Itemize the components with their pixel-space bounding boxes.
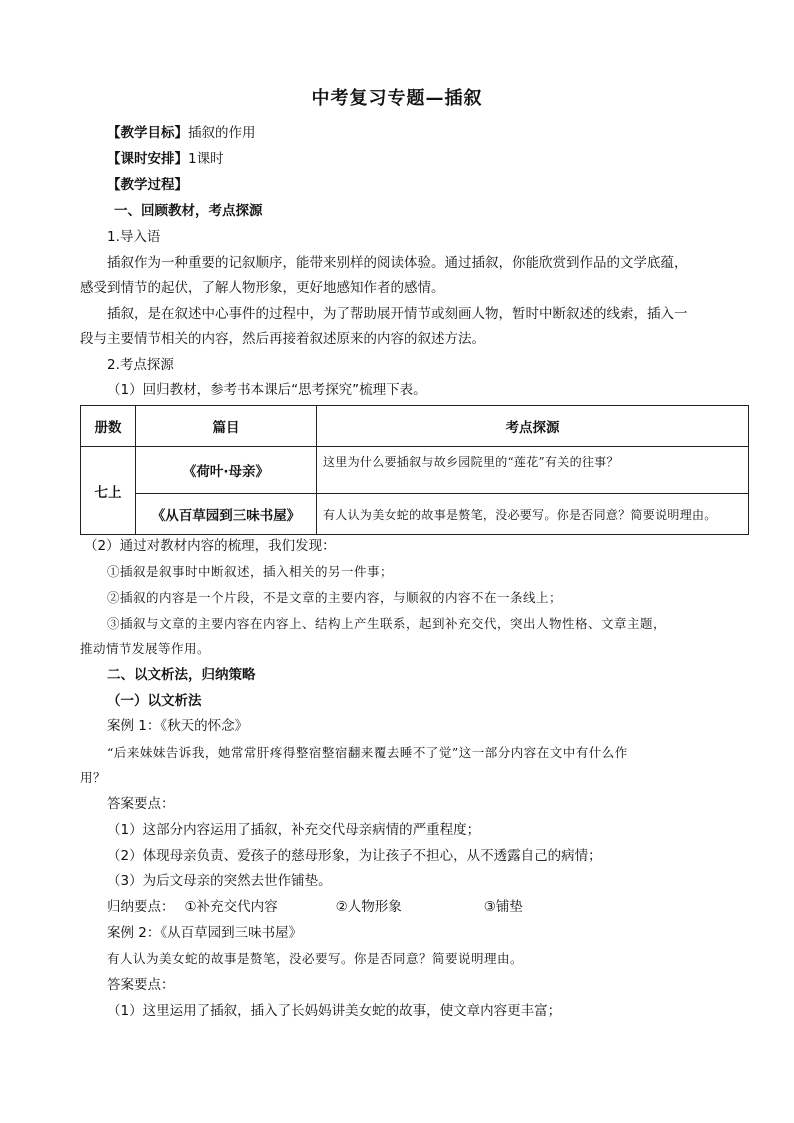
intro-paragraph-line2: 感受到情节的起伏，了解人物形象，更好地感知作者的感情。 — [80, 280, 445, 296]
section2-sub: （一）以文析法 — [107, 693, 202, 709]
finding-3-line1: ③插叙与文章的主要内容在内容上、结构上产生联系，起到补充交代，突出人物性格、文章主题， — [107, 616, 667, 631]
teaching-goal — [107, 125, 256, 141]
goal-label: 【教学目标】 — [107, 125, 188, 141]
table-row — [81, 494, 749, 535]
exam-point-cell: 这里为什么要插叙与故乡园院里的“莲花”有关的往事？ — [317, 447, 749, 494]
finding-1: ①插叙是叙事时中断叙述，插入相关的另一件事； — [107, 564, 394, 579]
finding-3-line2: 推动情节发展等作用。 — [80, 641, 211, 656]
findings-intro: （2）通过对教材内容的梳理，我们发现： — [84, 538, 336, 554]
hours-label: 【课时安排】 — [107, 151, 188, 167]
header-title: 篇目 — [136, 406, 317, 447]
task-instruction: （1）回归教材，参考书本课后“思考探究”梳理下表。 — [107, 382, 427, 398]
summary-line — [107, 899, 523, 915]
definition-paragraph-line1: 插叙，是在叙述中心事件的过程中，为了帮助展开情节或刻画人物，暂时中断叙述的线索，插入一 — [107, 306, 688, 322]
intro-paragraph-line1: 插叙作为一种重要的记叙顺序，能带来别样的阅读体验。通过插叙，你能欣赏到作品的文学底蕴， — [107, 255, 688, 271]
definition-paragraph-line2: 段与主要情节相关的内容，然后再接着叙述原来的内容的叙述方法。 — [80, 331, 485, 347]
answer-1: （1）这部分内容运用了插叙，补充交代母亲病情的严重程度； — [107, 822, 481, 838]
answer-b1: （1）这里运用了插叙，插入了长妈妈讲美女蛇的故事，使文章内容更丰富； — [107, 1003, 562, 1019]
finding-2: ②插叙的内容是一个片段，不是文章的主要内容，与顺叙的内容不在一条线上； — [107, 590, 563, 605]
section1-heading: 一、回顾教材，考点探源 — [114, 203, 263, 219]
answer-label-2: 答案要点： — [107, 977, 175, 993]
summary-label: 归纳要点： — [107, 899, 175, 915]
class-hours — [107, 151, 224, 167]
answer-label: 答案要点： — [107, 796, 175, 812]
process-label: 【教学过程】 — [107, 177, 188, 193]
goal-value: 插叙的作用 — [188, 125, 256, 141]
header-book: 册数 — [81, 406, 136, 447]
section1-sub1: 1.导入语 — [107, 229, 161, 245]
exam-points-table — [80, 405, 749, 535]
article-title-cell: 《从百草园到三味书屋》 — [136, 494, 317, 535]
book-cell: 七上 — [81, 447, 136, 535]
header-point: 考点探源 — [317, 406, 749, 447]
hours-value: 1课时 — [188, 151, 224, 167]
summary-item: ②人物形象 — [335, 899, 402, 915]
summary-item: ①补充交代内容 — [184, 899, 278, 915]
page-title: 中考复习专题—插叙 — [311, 88, 483, 109]
answer-3: （3）为后文母亲的突然去世作铺垫。 — [107, 873, 332, 889]
exam-point-cell: 有人认为美女蛇的故事是赘笔，没必要写。你是否同意？简要说明理由。 — [317, 494, 749, 535]
case2-question: 有人认为美女蛇的故事是赘笔，没必要写。你是否同意？简要说明理由。 — [107, 951, 524, 966]
case1-question-line1: “后来妹妹告诉我，她常常肝疼得整宿整宿翻来覆去睡不了觉”这一部分内容在文中有什么作 — [107, 745, 628, 760]
article-title-cell: 《荷叶·母亲》 — [136, 447, 317, 494]
table-header-row — [81, 406, 749, 447]
summary-item: ③铺垫 — [483, 899, 523, 915]
case1-question-line2: 用？ — [80, 770, 107, 785]
table-row — [81, 447, 749, 494]
case1-title: 案例 1：《秋天的怀念》 — [107, 718, 249, 734]
answer-2: （2）体现母亲负责、爱孩子的慈母形象，为让孩子不担心，从不透露自己的病情； — [107, 848, 602, 864]
section2-heading: 二、以文析法，归纳策略 — [107, 667, 256, 683]
section1-sub2: 2.考点探源 — [107, 357, 174, 373]
case2-title: 案例 2：《从百草园到三味书屋》 — [107, 925, 303, 941]
